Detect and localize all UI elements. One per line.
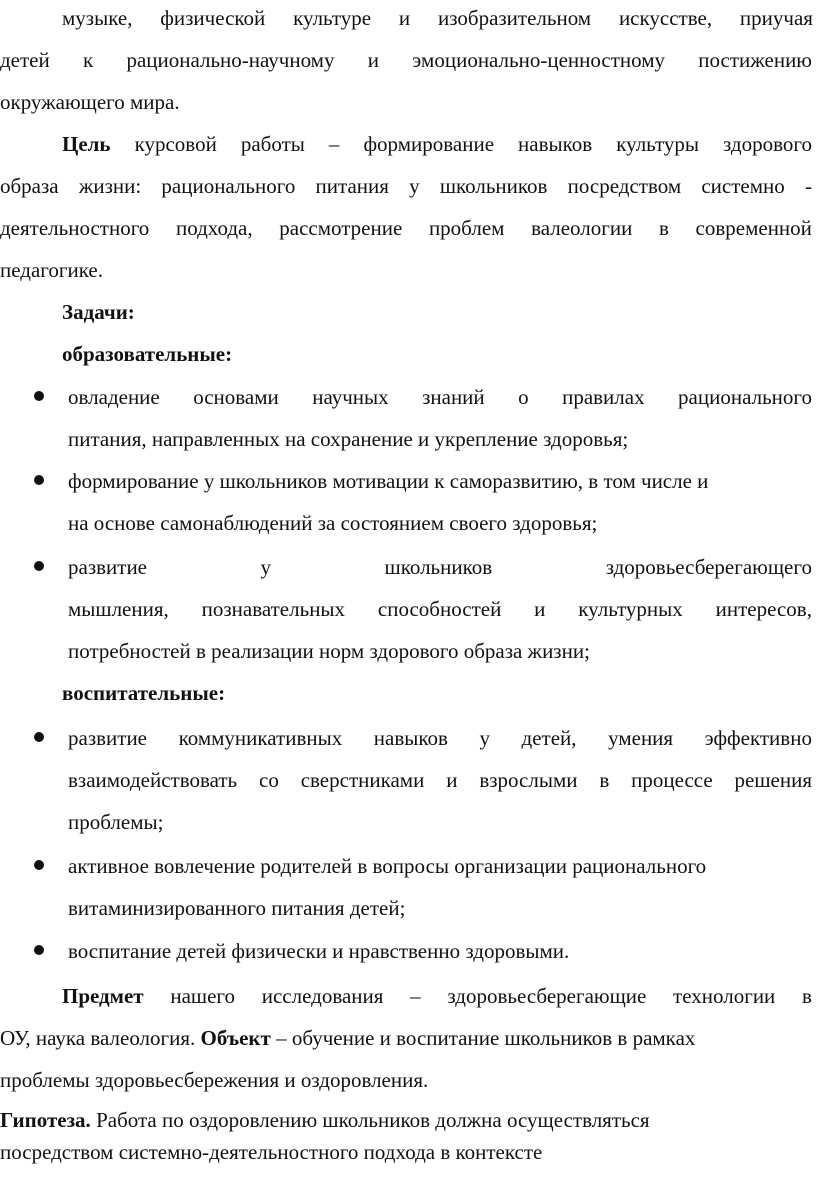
word: рассмотрение bbox=[279, 216, 403, 240]
edu-item-2-line-2: на основе самонаблюдений за состоянием своего здоровья; bbox=[68, 511, 598, 535]
word: у bbox=[479, 726, 490, 750]
tasks-heading: Задачи: bbox=[62, 300, 135, 324]
word: исследования bbox=[261, 984, 384, 1008]
word: культуре bbox=[293, 6, 372, 30]
word: знаний bbox=[422, 385, 485, 409]
word: приучая bbox=[739, 6, 813, 30]
goal-label: Цель bbox=[62, 132, 111, 156]
upb-item-3-line-1: воспитание детей физически и нравственно здоровыми. bbox=[68, 939, 570, 963]
subject-line-2-start: ОУ, наука валеология. bbox=[0, 1026, 196, 1050]
word: школьников bbox=[439, 174, 548, 198]
word: процессе bbox=[631, 768, 713, 792]
word: проблем bbox=[428, 216, 505, 240]
hypothesis-label: Гипотеза. bbox=[0, 1108, 91, 1132]
subject-line-3: проблемы здоровьесбережения и оздоровления. bbox=[0, 1068, 429, 1092]
word: развитие bbox=[68, 726, 148, 750]
word: в bbox=[599, 768, 610, 792]
object-label: Объект bbox=[200, 1026, 271, 1050]
word: школьников bbox=[384, 555, 493, 579]
edu-item-3-line-1 bbox=[0, 553, 816, 581]
goal-line-4: педагогике. bbox=[0, 258, 103, 282]
word: решения bbox=[734, 768, 812, 792]
word: и bbox=[446, 768, 458, 792]
word: и bbox=[367, 48, 379, 72]
word: в bbox=[658, 216, 669, 240]
word: познавательных bbox=[201, 597, 346, 621]
word: рационального bbox=[678, 385, 812, 409]
edu-item-1-line-1 bbox=[0, 383, 816, 411]
word: искусстве, bbox=[618, 6, 713, 30]
word: - bbox=[804, 174, 812, 198]
goal-line-3 bbox=[0, 214, 816, 242]
hypothesis-line-1 bbox=[0, 1106, 816, 1134]
edu-item-3-line-3: потребностей в реализации норм здорового образа жизни; bbox=[68, 639, 590, 663]
word: работы bbox=[240, 132, 305, 156]
goal-line-2 bbox=[0, 172, 816, 200]
subject-line-2 bbox=[0, 1024, 816, 1052]
word: здорового bbox=[723, 132, 812, 156]
word: детей bbox=[0, 48, 50, 72]
word: деятельностного bbox=[0, 216, 150, 240]
word: современной bbox=[695, 216, 812, 240]
upbringing-heading: воспитательные: bbox=[62, 681, 226, 705]
word: культурных bbox=[578, 597, 683, 621]
word: посредством bbox=[567, 174, 682, 198]
word: физической bbox=[160, 6, 266, 30]
word: к bbox=[83, 48, 94, 72]
edu-item-3-line-2 bbox=[0, 595, 816, 623]
intro-line-1 bbox=[0, 4, 816, 32]
edu-item-1-line-2: питания, направленных на сохранение и укрепление здоровья; bbox=[68, 427, 629, 451]
word: валеологии bbox=[531, 216, 633, 240]
goal-line-1 bbox=[0, 130, 816, 158]
word: системно bbox=[701, 174, 785, 198]
educational-heading: образовательные: bbox=[62, 342, 233, 366]
word: курсовой bbox=[134, 132, 217, 156]
intro-line-3: окружающего мира. bbox=[0, 90, 180, 114]
word: навыков bbox=[373, 726, 448, 750]
word: рационального bbox=[161, 174, 296, 198]
word: нашего bbox=[170, 984, 235, 1008]
word: здоровьесберегающего bbox=[605, 555, 812, 579]
word: навыков bbox=[518, 132, 593, 156]
word: интересов, bbox=[715, 597, 812, 621]
word: формирование bbox=[363, 132, 495, 156]
upb-item-1-line-1 bbox=[0, 724, 816, 752]
bullet-icon bbox=[34, 945, 44, 955]
word: детей, bbox=[521, 726, 577, 750]
word: взрослыми bbox=[479, 768, 578, 792]
word: коммуникативных bbox=[178, 726, 343, 750]
word: научных bbox=[312, 385, 389, 409]
word: эмоционально-ценностному bbox=[412, 48, 666, 72]
word: основами bbox=[193, 385, 279, 409]
word: правилах bbox=[562, 385, 645, 409]
word: технологии bbox=[673, 984, 776, 1008]
word: у bbox=[409, 174, 420, 198]
word: – bbox=[328, 132, 340, 156]
word: умения bbox=[608, 726, 674, 750]
upb-item-1-line-3: проблемы; bbox=[68, 810, 164, 834]
word: со bbox=[259, 768, 279, 792]
word: мышления, bbox=[68, 597, 169, 621]
subject-line-1 bbox=[0, 982, 816, 1010]
word: рационально-научному bbox=[126, 48, 335, 72]
word: овладение bbox=[68, 385, 160, 409]
upb-item-1-line-2 bbox=[0, 766, 816, 794]
word: питания bbox=[315, 174, 389, 198]
word: постижению bbox=[698, 48, 812, 72]
bullet-icon bbox=[34, 475, 44, 485]
intro-line-2 bbox=[0, 46, 816, 74]
word: и bbox=[398, 6, 411, 30]
word: музыке, bbox=[62, 6, 133, 30]
word: у bbox=[260, 555, 272, 579]
word: взаимодействовать bbox=[68, 768, 238, 792]
hypothesis-text: Работа по оздоровлению школьников должна осуществляться bbox=[96, 1108, 650, 1132]
bullet-icon bbox=[34, 860, 44, 870]
word: – bbox=[410, 984, 421, 1008]
subject-label: Предмет bbox=[62, 984, 144, 1008]
edu-item-2-line-1: формирование у школьников мотивации к саморазвитию, в том числе и bbox=[68, 469, 709, 493]
upb-item-2-line-1: активное вовлечение родителей в вопросы организации рационального bbox=[68, 854, 707, 878]
word: о bbox=[518, 385, 529, 409]
word: подхода, bbox=[175, 216, 253, 240]
hypothesis-line-2: посредством системно-деятельностного подхода в контексте bbox=[0, 1140, 543, 1164]
subject-line-2-end: – обучение и воспитание школьников в рамках bbox=[276, 1026, 696, 1050]
upb-item-2-line-2: витаминизированного питания детей; bbox=[68, 896, 406, 920]
word: культуры bbox=[616, 132, 699, 156]
word: образа bbox=[0, 174, 59, 198]
word: в bbox=[802, 984, 812, 1008]
word: здоровьесберегающие bbox=[447, 984, 647, 1008]
word: эффективно bbox=[704, 726, 812, 750]
word: сверстниками bbox=[300, 768, 425, 792]
word: развитие bbox=[68, 555, 148, 579]
word: жизни: bbox=[78, 174, 142, 198]
word: изобразительном bbox=[437, 6, 592, 30]
word: и bbox=[534, 597, 546, 621]
word: способностей bbox=[377, 597, 502, 621]
